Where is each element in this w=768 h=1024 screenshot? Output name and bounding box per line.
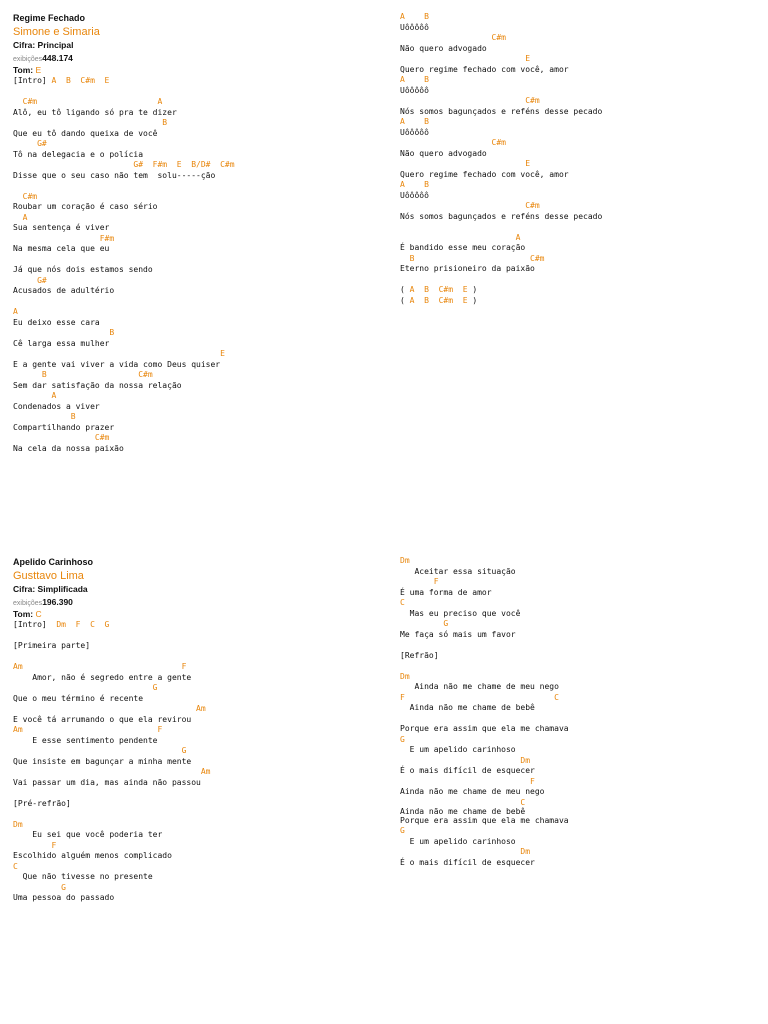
chord: C#m — [438, 285, 454, 294]
lyric-line — [13, 76, 383, 87]
lyric-line: Cê larga essa mulher — [13, 338, 110, 348]
chord-line: A B — [400, 75, 429, 84]
song-2-right-column — [400, 556, 768, 868]
lyric-line: E um apelido carinhoso — [400, 745, 516, 754]
lyric-line: Aceitar essa situação — [400, 566, 516, 576]
song-artist: Gusttavo Lima — [13, 570, 84, 582]
blank-line — [400, 714, 768, 725]
lyric-line: Compartilhando prazer — [13, 422, 115, 432]
lyric-line: Sem dar satisfação da nossa relação — [13, 380, 182, 390]
lyric-line: [Primeira parte] — [13, 641, 91, 650]
intro-label: [Intro] — [13, 620, 57, 629]
chord-line: G — [13, 683, 158, 692]
blank-line — [13, 788, 383, 799]
song-1-header — [13, 12, 383, 76]
text-segment — [453, 296, 463, 305]
lyric-line: Ainda não me chame de bebê — [400, 807, 526, 816]
chord: A — [409, 295, 415, 305]
lyric-line: Ainda não me chame de meu nego — [400, 787, 545, 796]
lyric-line: Mas eu preciso que você — [400, 608, 521, 618]
lyric-line: Condenados a viver — [13, 401, 100, 411]
chord-line: A — [400, 232, 521, 242]
text-segment: ) — [472, 295, 478, 305]
lyric-line: [Refrão] — [400, 650, 439, 660]
lyric-line: E esse sentimento pendente — [13, 735, 158, 745]
chord-line: Am — [13, 767, 211, 776]
blank-line — [13, 87, 383, 98]
lyric-line: Uôôôôô — [400, 22, 429, 32]
text-segment — [453, 285, 463, 294]
views-label: exibições — [13, 600, 43, 607]
chord-line: Dm — [400, 755, 531, 765]
blank-line — [13, 181, 383, 192]
lyric-line: Não quero advogado — [400, 148, 487, 158]
lyric-line: Porque era assim que ela me chamava — [400, 724, 569, 733]
views-count — [13, 52, 383, 65]
chord-line: C#m — [400, 201, 540, 210]
lyric-line: É o mais difícil de esquecer — [400, 857, 535, 867]
chord-line: G# F#m E B/D# C#m — [13, 160, 235, 169]
lyric-line: E a gente vai viver a vida como Deus quiser — [13, 359, 221, 369]
lyric-line: Acusados de adultério — [13, 286, 115, 295]
blank-line — [400, 222, 768, 233]
blank-line — [400, 640, 768, 651]
views-number: 448.174 — [42, 53, 73, 63]
lyric-line: Uma pessoa do passado — [13, 893, 115, 902]
chord-line: E — [400, 54, 531, 63]
chord-line: A — [13, 212, 28, 222]
lyric-line: Alô, eu tô ligando só pra te dizer — [13, 107, 177, 117]
song-2-lines-col2 — [400, 556, 768, 868]
chord-line: B — [13, 118, 168, 127]
lyric-line: Eu sei que você poderia ter — [13, 830, 163, 839]
song-2-lines-col1 — [13, 620, 383, 904]
chord-line: G — [400, 826, 405, 835]
chord-line: C#m — [13, 433, 110, 442]
lyric-line: Uôôôôô — [400, 85, 429, 95]
cifra-type: Cifra: Simplificada — [13, 584, 88, 594]
cifra-type: Cifra: Principal — [13, 40, 74, 50]
chord-line: G# — [13, 139, 47, 148]
lyric-line: Na cela da nossa paixão — [13, 443, 124, 453]
lyric-line: Que eu tô dando queixa de você — [13, 128, 158, 138]
lyric-line: Uôôôôô — [400, 127, 429, 137]
chord-line: A — [13, 391, 57, 400]
chord-line: A — [13, 307, 18, 316]
blank-line — [13, 652, 383, 663]
blank-line — [13, 631, 383, 642]
chord-line: G — [400, 734, 405, 744]
lyric-line: É uma forma de amor — [400, 587, 492, 597]
chord-line: C#m — [400, 96, 540, 105]
text-segment — [429, 285, 439, 294]
key-tom — [13, 609, 383, 620]
text-segment — [414, 296, 424, 305]
lyric-line: Nós somos bagunçados e reféns desse pecado — [400, 106, 603, 116]
song-artist: Simone e Simaria — [13, 26, 100, 38]
views-label: exibições — [13, 56, 43, 63]
chord-line: Dm — [400, 556, 410, 565]
lyric-line: Eterno prisioneiro da paixão — [400, 264, 535, 273]
intro-chords: A B C#m E — [51, 76, 110, 85]
intro-label: [Intro] — [13, 76, 52, 85]
lyric-line: Amor, não é segredo entre a gente — [13, 672, 192, 682]
lyric-line: Disse que o seu caso não tem solu-----ção — [13, 170, 216, 180]
text-segment: ) — [472, 285, 478, 294]
tom-label: Tom: — [13, 65, 34, 75]
intro-chords: Dm F C G — [56, 620, 110, 629]
chord-line: Am F — [13, 725, 163, 734]
blank-line — [13, 297, 383, 308]
chord-line: B C#m — [13, 370, 153, 379]
song-1-lines-col1 — [13, 76, 383, 454]
lyric-line: Roubar um coração é caso sério — [13, 202, 158, 211]
text-segment: ( — [400, 295, 405, 305]
chord: A — [409, 285, 415, 294]
chord-sequence-line — [400, 285, 768, 296]
chord-line: E — [13, 349, 225, 358]
chord-line: F C — [400, 692, 559, 702]
lyric-line: Escolhido alguém menos complicado — [13, 851, 172, 860]
text-segment — [414, 285, 424, 294]
lyric-line: Já que nós dois estamos sendo — [13, 265, 153, 274]
lyric-line: Uôôôôô — [400, 190, 429, 200]
lyric-line: Na mesma cela que eu — [13, 244, 110, 253]
chord-line: C — [400, 797, 526, 807]
chord: B — [424, 285, 429, 294]
chord-line: C#m — [13, 191, 38, 201]
lyric-line: Que o meu término é recente — [13, 693, 144, 703]
text-segment: ( — [400, 285, 405, 294]
chord-line: C#m — [400, 33, 506, 42]
lyric-line: Que não tivesse no presente — [13, 872, 153, 881]
chord-line: C — [13, 861, 18, 871]
lyric-line: Vai passar um dia, mas ainda não passou — [13, 777, 201, 787]
lyric-line: E você tá arrumando o que ela revirou — [13, 714, 192, 724]
song-2-left-column — [13, 556, 383, 904]
views-number: 196.390 — [42, 597, 73, 607]
lyric-line: Sua sentença é viver — [13, 223, 110, 232]
chord: C#m — [438, 295, 454, 305]
lyric-line: Quero regime fechado com você, amor — [400, 169, 569, 179]
blank-line — [13, 255, 383, 266]
song-1-left-column — [13, 12, 383, 454]
blank-line — [13, 809, 383, 820]
lyric-line: Tô na delegacia e o polícia — [13, 149, 144, 159]
song-1-lines-col2 — [400, 12, 768, 306]
chord-line: C#m A — [13, 97, 163, 106]
lyric-line: Ainda não me chame de bebê — [400, 703, 535, 712]
chord-line: C — [400, 598, 405, 607]
lyric-line: Nós somos bagunçados e reféns desse pecado — [400, 211, 603, 221]
chord-line: Am F — [13, 662, 187, 671]
chord: B — [424, 295, 429, 305]
chord-line: F — [400, 577, 439, 586]
chord-line: Am — [13, 704, 206, 713]
lyric-line: É bandido esse meu coração — [400, 243, 526, 252]
song-title: Regime Fechado — [13, 13, 86, 23]
chord: E — [462, 295, 468, 305]
chord-line: Dm — [400, 847, 531, 856]
tom-value: E — [35, 65, 42, 75]
lyric-line: [Pré-refrão] — [13, 798, 71, 808]
chord-line: A B — [400, 180, 429, 189]
chord-line: G — [13, 882, 66, 892]
chord-line: B C#m — [400, 253, 545, 263]
lyric-line: Não quero advogado — [400, 43, 487, 53]
chord-line: Dm — [400, 671, 410, 681]
chord-sequence-line — [400, 296, 768, 307]
song-2-header — [13, 556, 383, 620]
song-1-right-column — [400, 12, 768, 306]
tom-value: C — [35, 609, 42, 619]
lyric-line: E um apelido carinhoso — [400, 836, 516, 846]
lyric-line: É o mais difícil de esquecer — [400, 766, 535, 775]
chord-line: G# — [13, 275, 47, 285]
lyric-line: Ainda não me chame de meu nego — [400, 682, 559, 691]
blank-line — [400, 275, 768, 286]
chord-line: Dm — [13, 819, 23, 829]
lyric-line: Que insiste em bagunçar a minha mente — [13, 756, 192, 766]
lyric-line: Eu deixo esse cara — [13, 317, 100, 327]
chord-line: E — [400, 159, 531, 168]
chord-line: G — [13, 746, 187, 755]
chord-line: C#m — [400, 138, 506, 147]
chord: E — [462, 285, 468, 294]
chord-line: A B — [400, 117, 429, 126]
blank-line — [400, 661, 768, 672]
lyric-line: Porque era assim que ela me chamava — [400, 815, 569, 825]
chord-line: F — [400, 776, 535, 786]
text-segment — [429, 296, 439, 305]
song-title: Apelido Carinhoso — [13, 557, 94, 567]
chord-line: B — [13, 412, 76, 421]
views-count — [13, 596, 383, 609]
lyric-line: Quero regime fechado com você, amor — [400, 64, 569, 74]
chord-line: G — [400, 619, 449, 628]
lyric-line — [13, 620, 383, 631]
lyric-line: Me faça só mais um favor — [400, 629, 516, 639]
key-tom — [13, 65, 383, 76]
chord-line: A B — [400, 12, 429, 21]
chord-line: F — [13, 840, 57, 850]
tom-label: Tom: — [13, 609, 34, 619]
chord-line: F#m — [13, 233, 115, 243]
chord-line: B — [13, 328, 115, 337]
